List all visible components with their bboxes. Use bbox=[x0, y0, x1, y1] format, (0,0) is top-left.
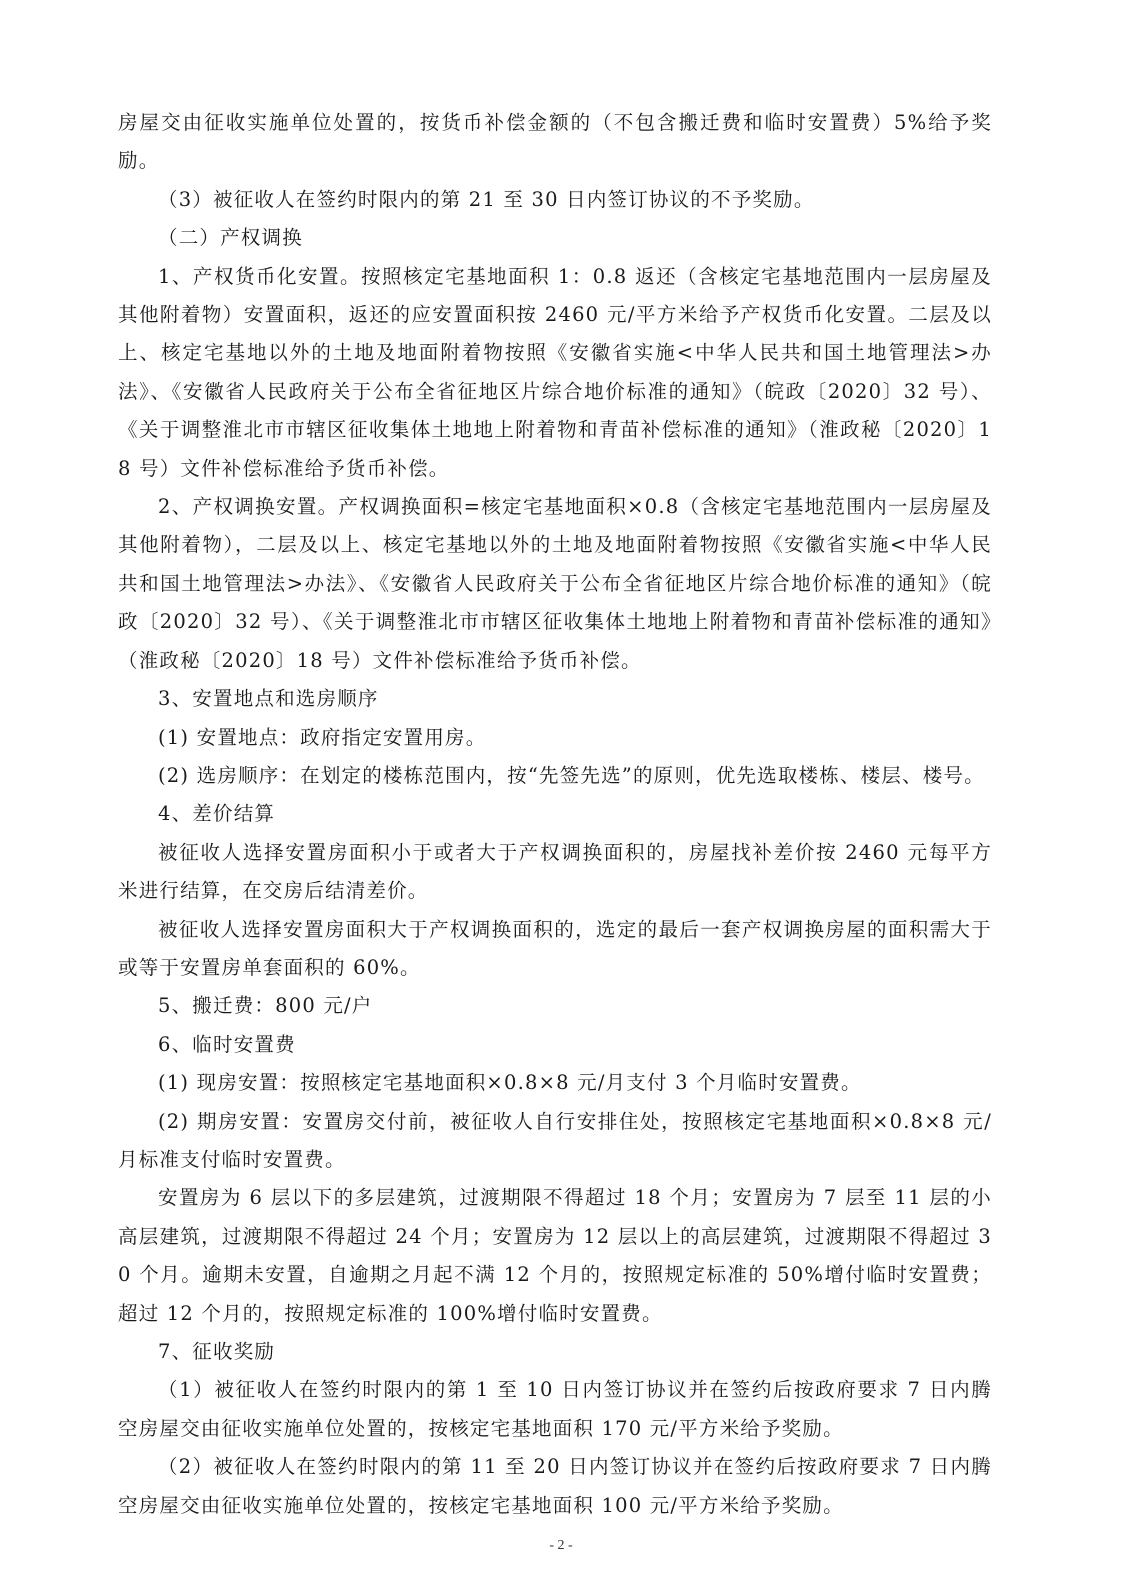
paragraph-moving-fee: 5、搬迁费：800 元/户 bbox=[158, 994, 373, 1018]
paragraph-price-difference: 被征收人选择安置房面积小于或者大于产权调换面积的，房屋找补差价按 2460 元每平方米进行结算，在交房后结清差价。 bbox=[118, 840, 992, 903]
paragraph-reward-first-period: （1）被征收人在签约时限内的第 1 至 10 日内签订协议并在签约后按政府要求 7 日内腾空房屋交由征收实施单位处置的，按核定宅基地面积 170 元/平方米给予奖励。 bbox=[118, 1378, 992, 1440]
paragraph-no-reward: （3）被征收人在签约时限内的第 21 至 30 日内签订协议的不予奖励。 bbox=[158, 187, 815, 211]
paragraph-reward-second-period: （2）被征收人在签约时限内的第 11 至 20 日内签订协议并在签约后按政府要求 7 日内腾空房屋交由征收实施单位处置的，按核定宅基地面积 100 元/平方米给予奖励。 bbox=[118, 1455, 992, 1517]
document-body bbox=[118, 104, 992, 1525]
paragraph-last-unit-area: 被征收人选择安置房面积大于产权调换面积的，选定的最后一套产权调换房屋的面积需大于或等于安置房单套面积的 60%。 bbox=[118, 917, 992, 979]
heading-temporary-fee: 6、临时安置费 bbox=[158, 1032, 296, 1056]
paragraph-continuation: 房屋交由征收实施单位处置的，按货币补偿金额的（不包含搬迁费和临时安置费）5%给予奖励。 bbox=[118, 111, 992, 173]
heading-location-selection: 3、安置地点和选房顺序 bbox=[158, 687, 379, 711]
section-heading-property-exchange: （二）产权调换 bbox=[158, 226, 303, 250]
paragraph-transition-period: 安置房为 6 层以下的多层建筑，过渡期限不得超过 18 个月；安置房为 7 层至 11 层的小高层建筑，过渡期限不得超过 24 个月；安置房为 12 层以上的高层建筑，过渡期限不得超过 30 个月。逾期未安置，自逾期之月起不满 12 个月的，按照规定标准的 50%增付临时安置费；超过 12 个月的，按照规定标准的 100%增付临时安置费。 bbox=[118, 1186, 992, 1325]
page-number: - 2 - bbox=[549, 1538, 573, 1553]
paragraph-existing-housing: (1) 现房安置：按照核定宅基地面积×0.8×8 元/月支付 3 个月临时安置费。 bbox=[158, 1071, 862, 1095]
paragraph-selection-order: (2) 选房顺序：在划定的楼栋范围内，按“先签先选”的原则，优先选取楼栋、楼层、楼号。 bbox=[158, 763, 985, 787]
paragraph-monetized-resettlement: 1、产权货币化安置。按照核定宅基地面积 1：0.8 返还（含核定宅基地范围内一层房屋及其他附着物）安置面积，返还的应安置面积按 2460 元/平方米给予产权货币化安置。二层及以上、核定宅基地以外的土地及地面附着物按照《安徽省实施<中华人民共和国土地管理法>办法》、《安徽省人民政府关于公布全省征地区片综合地价标准的通知》（皖政〔2020〕32 号）、《关于调整淮北市市辖区征收集体土地地上附着物和青苗补偿标准的通知》（淮政秘〔2020〕18 号）文件补偿标准给予货币补偿。 bbox=[118, 264, 992, 480]
paragraph-exchange-resettlement: 2、产权调换安置。产权调换面积=核定宅基地面积×0.8（含核定宅基地范围内一层房屋及其他附着物），二层及以上、核定宅基地以外的土地及地面附着物按照《安徽省实施<中华人民共和国土地管理法>办法》、《安徽省人民政府关于公布全省征地区片综合地价标准的通知》（皖政〔2020〕32 号）、《关于调整淮北市市辖区征收集体土地地上附着物和青苗补偿标准的通知》（淮政秘〔2020〕18 号）文件补偿标准给予货币补偿。 bbox=[118, 495, 992, 672]
paragraph-location: (1) 安置地点：政府指定安置用房。 bbox=[158, 725, 487, 749]
heading-price-settlement: 4、差价结算 bbox=[158, 802, 276, 826]
paragraph-future-housing: (2) 期房安置：安置房交付前，被征收人自行安排住处，按照核定宅基地面积×0.8×8 元/月标准支付临时安置费。 bbox=[118, 1109, 992, 1171]
heading-expropriation-reward: 7、征收奖励 bbox=[158, 1340, 276, 1363]
